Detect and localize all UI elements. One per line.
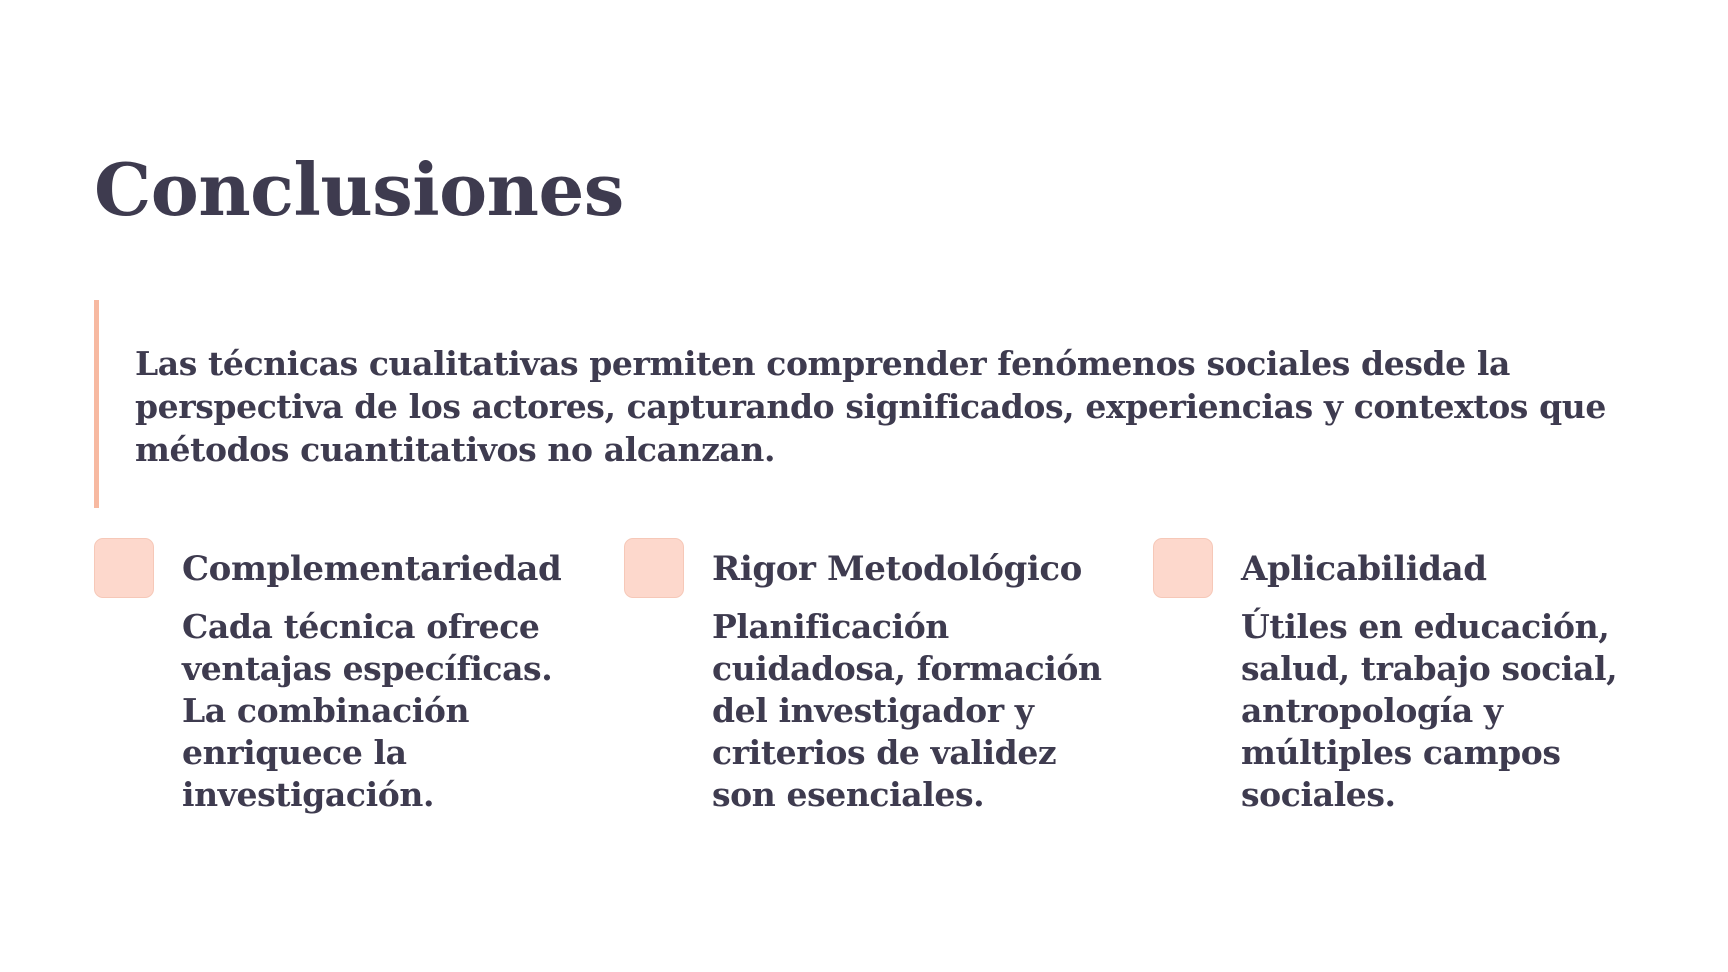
card-description: Cada técnica ofrece ventajas específicas. La combinación enriquece la investigación.	[182, 607, 553, 814]
card-title: Rigor Metodológico	[712, 549, 1082, 589]
card-description: Útiles en educación, salud, trabajo social, antropología y múltiples campos sociales.	[1241, 607, 1618, 814]
card-complementariedad	[94, 538, 614, 838]
summary-block	[94, 300, 1654, 508]
summary-text: Las técnicas cualitativas permiten comprender fenómenos sociales desde la perspectiva de los actores, capturando significados, experiencias y contextos que métodos cuantitativos no alcanzan.	[135, 344, 1606, 469]
card-square-icon	[94, 538, 154, 598]
card-square-icon	[1153, 538, 1213, 598]
card-title: Complementariedad	[182, 549, 562, 589]
card-description: Planificación cuidadosa, formación del investigador y criterios de validez son esenciales.	[712, 607, 1102, 814]
card-title: Aplicabilidad	[1241, 549, 1487, 589]
slide-title: Conclusiones	[94, 147, 624, 232]
card-rigor-metodologico	[624, 538, 1144, 838]
card-square-icon	[624, 538, 684, 598]
card-aplicabilidad	[1153, 538, 1673, 838]
